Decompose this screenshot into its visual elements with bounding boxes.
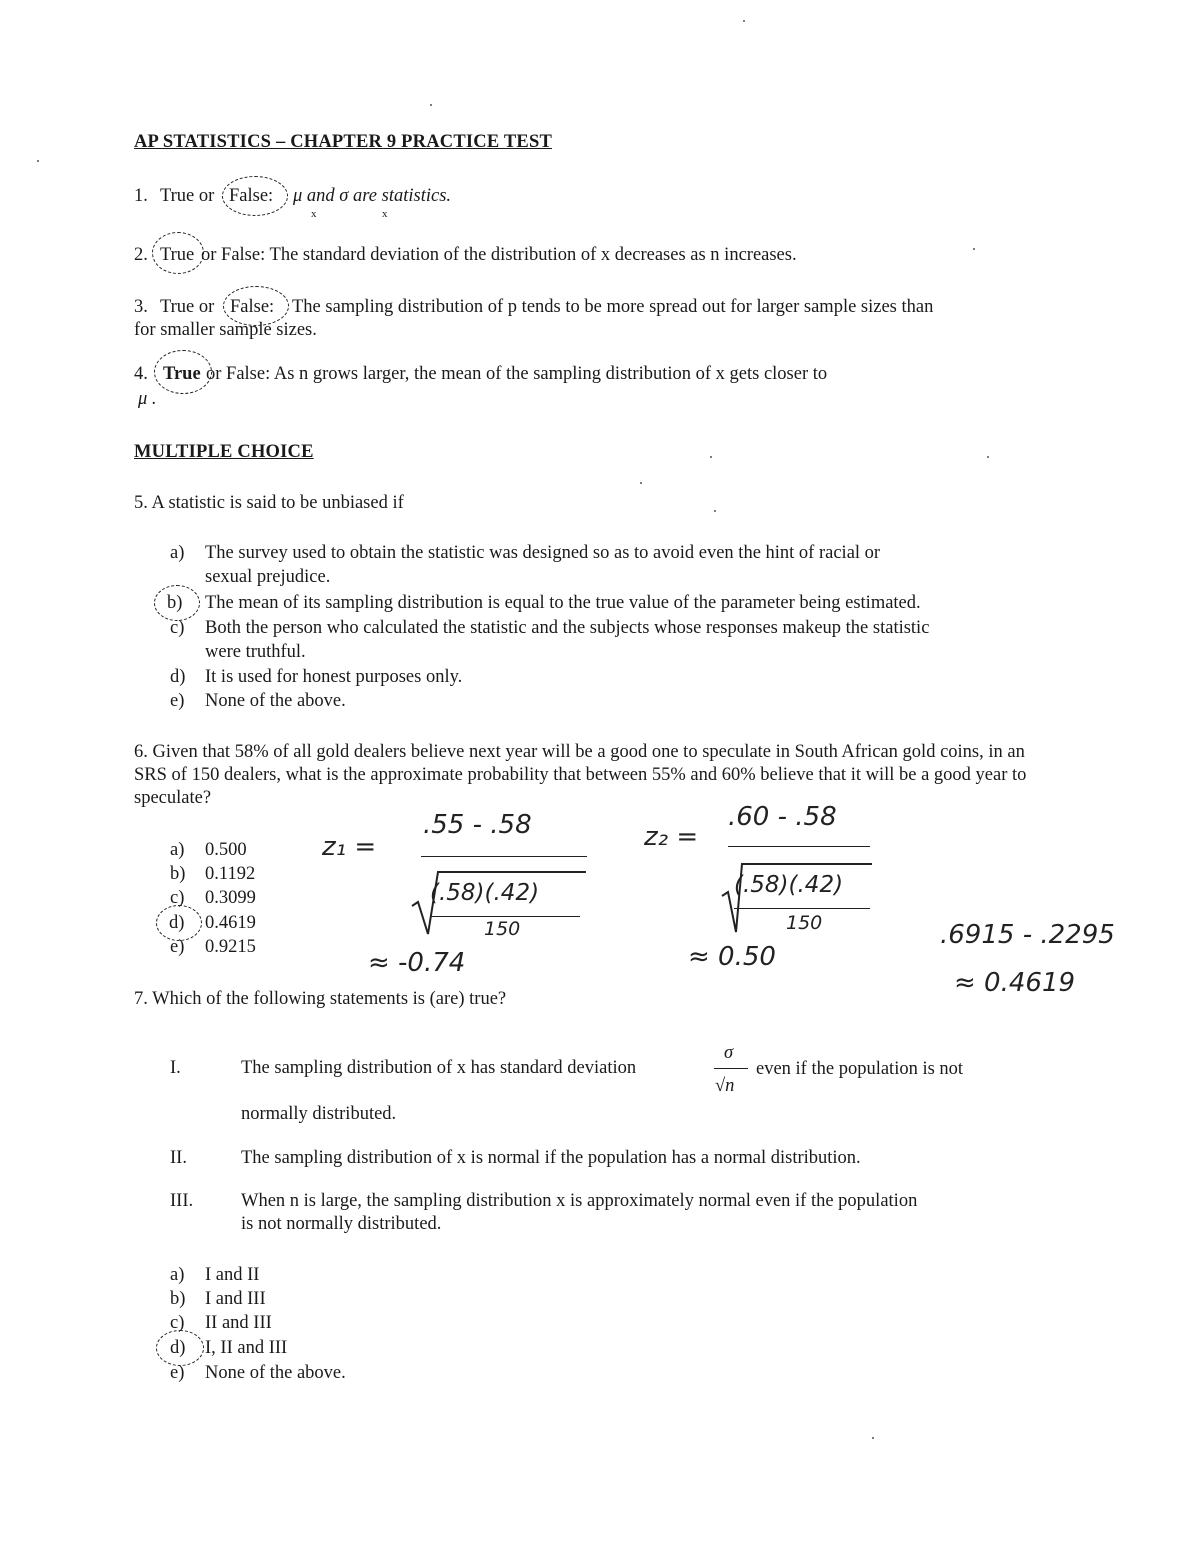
question-stem: 6. Given that 58% of all gold dealers believe next year will be a good one to speculate in South African gold coins, in an SRS of 150 dealers, what is the approximate probability that between 55% and 60% believe that it will be a good year to speculate?	[134, 742, 1027, 808]
document-page: AP STATISTICS – CHAPTER 9 PRACTICE TEST 1. True or False: μ and σ are statistics. x x 2. True or False: The standard deviation of the distribution of x decreases as n increases. 3. True or False: The sampling distribution of p tends to be more spread out for larger sample sizes than for smaller sample sizes. 4. True or False: As n grows larger, the mean of the sampling distribution of x gets closer to μ . MULTIPLE CHOICE 5. A statistic is said to be unbiased if a) The survey used to obtain the statistic was designed so as to avoid even the hint of racial or sexual prejudice. b) The mean of its sampling distribution is equal to the true value of the parameter being estimated. c) Both the person who calculated the statistic and the subjects whose responses makeup the statistic were truthful. d) It is used for honest purposes only. e) None of the above. 6. Given that 58% of all gold dealers believe next year will be a good one to speculate in South African gold coins, in an SRS of 150 dealers, what is the approximate probability that between 55% and 60% believe that it will be a good year to speculate? a) 0.500 b) 0.1192 c) 0.3099 d) 0.4619 e) 0.9215 z₁ = .55 - .58 (.58)(.42) 150 ≈ -0.74 z₂ = .60 - .58 (.58)(.42) 150 ≈ 0.50 .6915 - .2295 ≈ 0.4619 7. Which of the following statements is (are) true? I. The sampling distribution of x has standard deviation σ √n even if the population is not normally distributed. II. The sampling distribution of x is normal if the population has a normal distribution. III. When n is large, the sampling distribution x is approximately normal even if the population is not normally distributed. a) I and II b) I and III c) II and III d) I, II and III e) None of the above.	[0, 0, 1200, 1553]
page-title: AP STATISTICS – CHAPTER 9 PRACTICE TEST	[134, 132, 552, 152]
question-stem: 7. Which of the following statements is (are) true?	[134, 989, 507, 1009]
section-heading: MULTIPLE CHOICE	[134, 442, 314, 462]
question-stem: 5. A statistic is said to be unbiased if	[134, 493, 404, 513]
